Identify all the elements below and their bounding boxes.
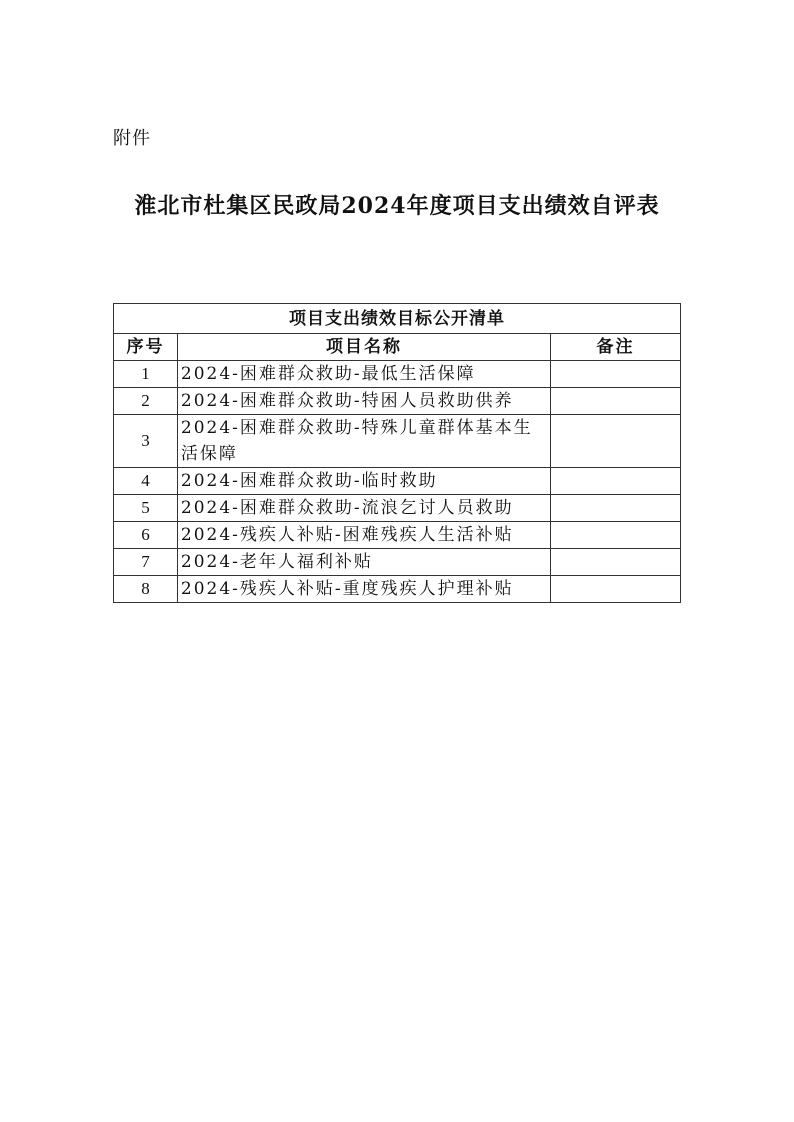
row-name: 2024-残疾人补贴-重度残疾人护理补贴 (177, 576, 550, 603)
row-no: 3 (114, 415, 178, 468)
table-caption-row (114, 304, 681, 334)
row-no: 2 (114, 388, 178, 415)
row-note (551, 549, 681, 576)
row-note (551, 468, 681, 495)
row-no: 4 (114, 468, 178, 495)
table-row (114, 522, 681, 549)
row-no: 1 (114, 361, 178, 388)
row-note (551, 388, 681, 415)
row-name: 2024-困难群众救助-特殊儿童群体基本生活保障 (177, 415, 550, 468)
row-name: 2024-残疾人补贴-困难残疾人生活补贴 (177, 522, 550, 549)
row-note (551, 415, 681, 468)
table-header-row (114, 334, 681, 361)
header-note: 备注 (551, 334, 681, 361)
row-name: 2024-困难群众救助-流浪乞讨人员救助 (177, 495, 550, 522)
header-name: 项目名称 (177, 334, 550, 361)
attachment-label: 附件 (113, 128, 151, 149)
row-note (551, 361, 681, 388)
table-row (114, 361, 681, 388)
row-no: 8 (114, 576, 178, 603)
table-row (114, 495, 681, 522)
row-name: 2024-困难群众救助-最低生活保障 (177, 361, 550, 388)
row-no: 7 (114, 549, 178, 576)
table-caption: 项目支出绩效目标公开清单 (114, 304, 681, 334)
row-note (551, 576, 681, 603)
row-name: 2024-老年人福利补贴 (177, 549, 550, 576)
row-no: 5 (114, 495, 178, 522)
row-note (551, 522, 681, 549)
project-list-table (113, 303, 681, 603)
row-no: 6 (114, 522, 178, 549)
document-title: 淮北市杜集区民政局2024年度项目支出绩效自评表 (134, 193, 660, 219)
header-no: 序号 (114, 334, 178, 361)
row-note (551, 495, 681, 522)
row-name: 2024-困难群众救助-临时救助 (177, 468, 550, 495)
table-row (114, 415, 681, 468)
table-row (114, 576, 681, 603)
table-row (114, 549, 681, 576)
table-row (114, 468, 681, 495)
row-name: 2024-困难群众救助-特困人员救助供养 (177, 388, 550, 415)
table-row (114, 388, 681, 415)
